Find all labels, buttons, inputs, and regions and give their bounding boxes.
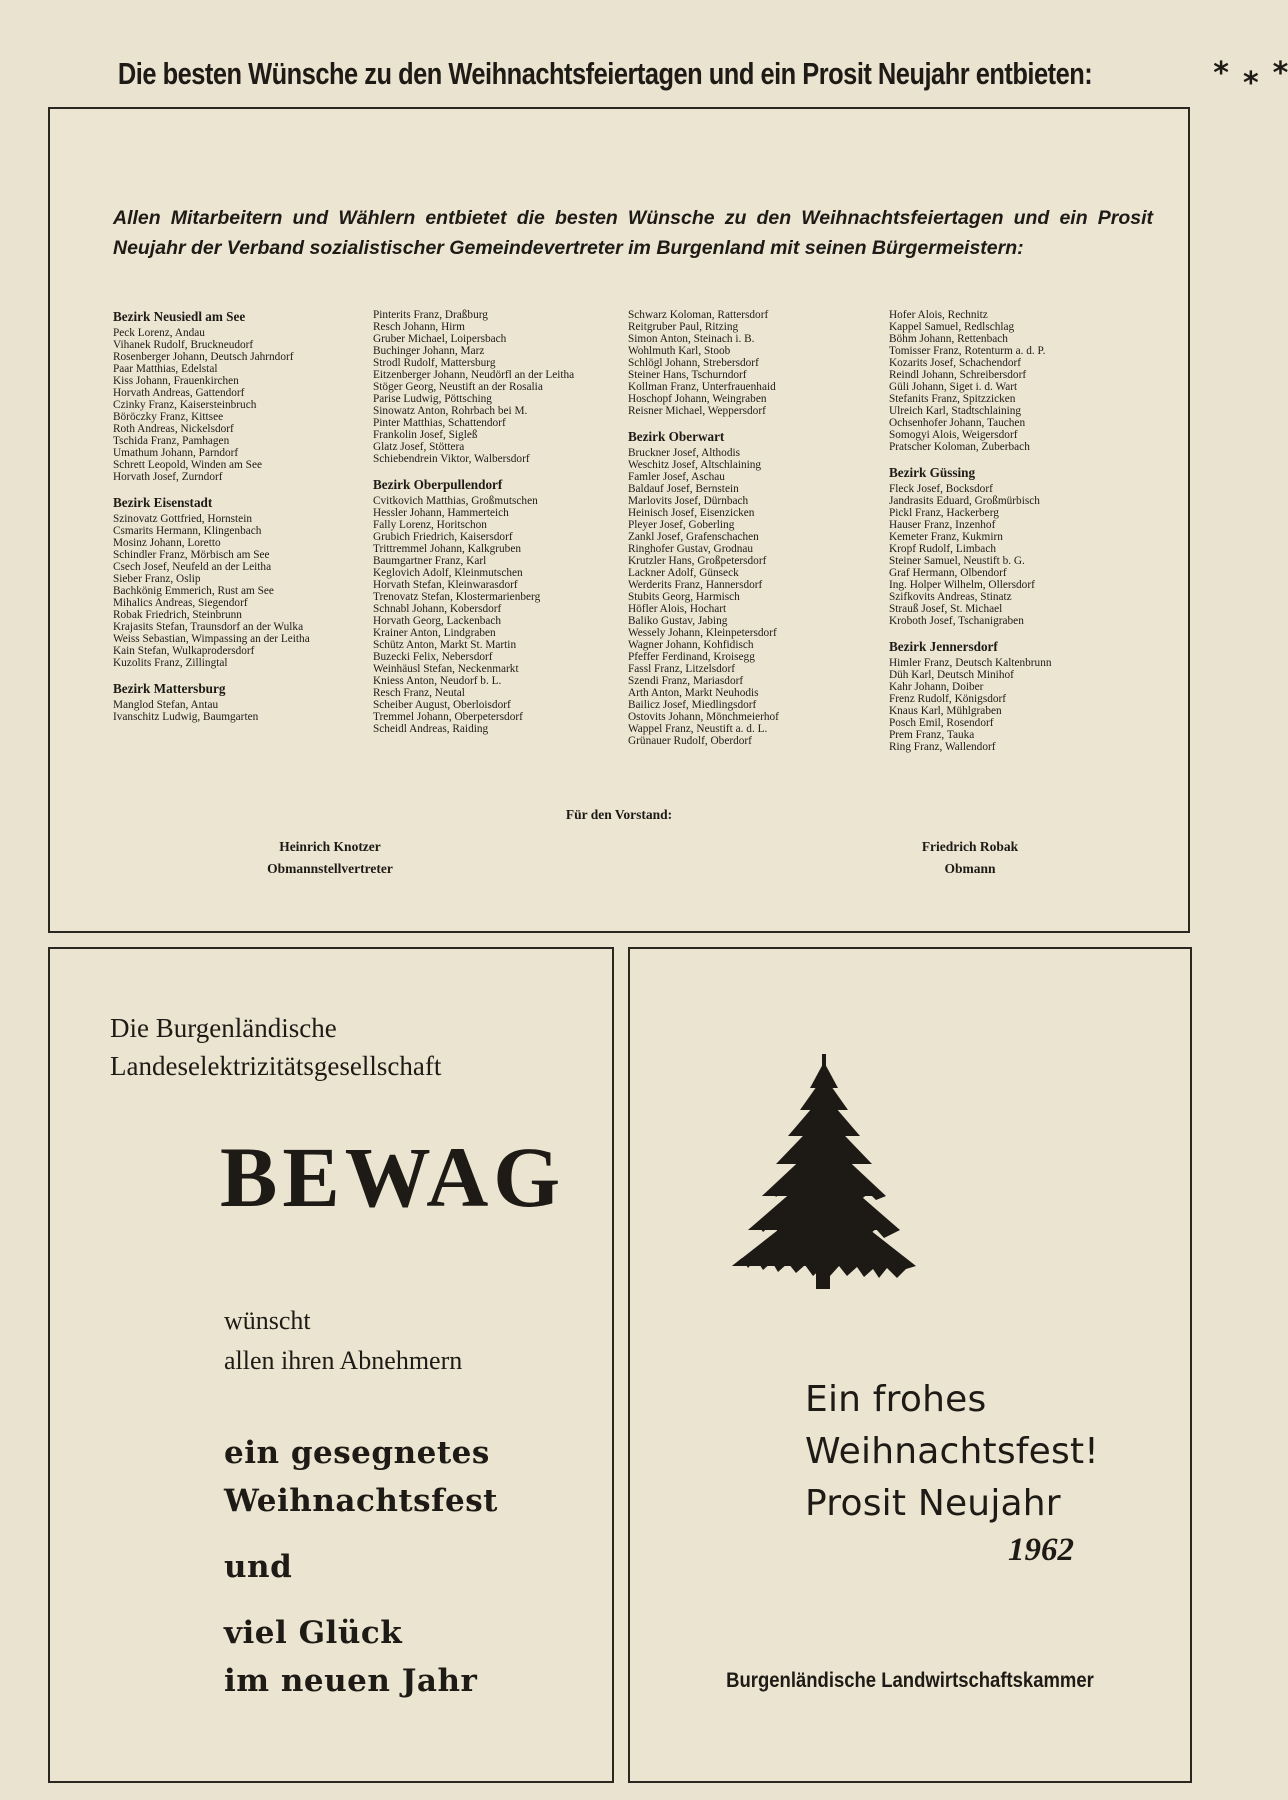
mayor-entry: Csech Josef, Neufeld an der Leitha [113, 561, 272, 573]
mayor-entry: Kain Stefan, Wulkaprodersdorf [113, 645, 255, 657]
mayor-entry: Kemeter Franz, Kukmirn [889, 531, 1003, 543]
mayor-entry: Steiner Hans, Tschurndorf [628, 369, 747, 381]
mayor-entry: Roth Andreas, Nickelsdorf [113, 423, 234, 435]
mayor-entry: Reindl Johann, Schreibersdorf [889, 369, 1027, 381]
mayor-entry: Mihalics Andreas, Siegendorf [113, 597, 248, 609]
greeting-line: im neuen Jahr [224, 1663, 478, 1699]
headline [40, 44, 1288, 104]
mayor-entry: Jandrasits Eduard, Großmürbisch [889, 495, 1040, 507]
year-label: 1962 [1008, 1532, 1074, 1568]
mayor-entry: Kiss Johann, Frauenkirchen [113, 375, 239, 387]
mayor-entry: Szinovatz Gottfried, Hornstein [113, 513, 252, 525]
mayor-entry: Umathum Johann, Parndorf [113, 447, 239, 459]
signatory-name: Friedrich Robak [921, 839, 1019, 854]
mayor-entry: Wohlmuth Karl, Stoob [628, 345, 731, 357]
mayor-entry: Strauß Josef, St. Michael [889, 603, 1003, 615]
mayor-entry: Buchinger Johann, Marz [373, 345, 485, 357]
mayor-entry: Ivanschitz Ludwig, Baumgarten [113, 711, 259, 723]
mayor-entry: Knaus Karl, Mühlgraben [889, 705, 1002, 717]
mayor-entry: Ulreich Karl, Stadtschlaining [889, 405, 1022, 417]
signatory-right [870, 836, 1070, 880]
mayor-entry: Himler Franz, Deutsch Kaltenbrunn [889, 657, 1052, 669]
mayor-entry: Cvitkovich Matthias, Großmutschen [373, 495, 538, 507]
mayor-entry: Stöger Georg, Neustift an der Rosalia [373, 381, 543, 393]
district-heading: Bezirk Oberwart [628, 429, 725, 444]
star-ornament: * [1272, 56, 1288, 91]
mayor-entry: Horvath Josef, Zurndorf [113, 471, 223, 483]
mayor-entry: Grünauer Rudolf, Oberdorf [628, 735, 752, 747]
greeting-text [805, 1374, 1099, 1530]
mayor-entry: Schlögl Johann, Strebersdorf [628, 357, 759, 369]
mayor-entry: Pleyer Josef, Goberling [628, 519, 735, 531]
mayor-entry: Czinky Franz, Kaisersteinbruch [113, 399, 257, 411]
mayor-entry: Weinhäusl Stefan, Neckenmarkt [373, 663, 519, 675]
mayor-entry: Rosenberger Johann, Deutsch Jahrndorf [113, 351, 294, 363]
mayor-entry: Mosinz Johann, Loretto [113, 537, 221, 549]
mayor-entry: Kozarits Josef, Schachendorf [889, 357, 1022, 369]
mayor-entry: Horvath Georg, Lackenbach [373, 615, 502, 627]
mayor-entry: Prem Franz, Tauka [889, 729, 975, 741]
mayor-column [113, 309, 363, 723]
star-ornament: * [1242, 66, 1259, 101]
mayor-entry: Schütz Anton, Markt St. Martin [373, 639, 517, 651]
mayor-entry: Kahr Johann, Doiber [889, 681, 984, 693]
greeting-line: Ein frohes [805, 1379, 987, 1420]
mayor-entry: Resch Franz, Neutal [373, 687, 465, 699]
organization-name: Burgenländische Landwirtschaftskammer [726, 1669, 1094, 1692]
mayor-entry: Szifkovits Andreas, Stinatz [889, 591, 1012, 603]
mayor-entry: Glatz Josef, Stöttera [373, 441, 465, 453]
mayor-entry: Kappel Samuel, Redlschlag [889, 321, 1015, 333]
mayor-entry: Ostovits Johann, Mönchmeierhof [628, 711, 779, 723]
mayor-entry: Werderits Franz, Hannersdorf [628, 579, 763, 591]
mayor-entry: Hessler Johann, Hammerteich [373, 507, 509, 519]
mayor-entry: Fally Lorenz, Horitschon [373, 519, 487, 531]
greeting-line: ein gesegnetes [224, 1435, 490, 1471]
mayor-entry: Paar Matthias, Edelstal [113, 363, 218, 375]
mayor-entry: Höfler Alois, Hochart [628, 603, 727, 615]
mayor-entry: Krainer Anton, Lindgraben [373, 627, 496, 639]
mayor-entry: Böröczky Franz, Kittsee [113, 411, 224, 423]
mayor-entry: Stefanits Franz, Spitzzicken [889, 393, 1016, 405]
mayor-entry: Frenz Rudolf, Königsdorf [889, 693, 1007, 705]
mayor-entry: Posch Emil, Rosendorf [889, 717, 994, 729]
signatory-title: Obmann [944, 861, 996, 876]
mayor-entry: Bachkönig Emmerich, Rust am See [113, 585, 274, 597]
mayor-entry: Strodl Rudolf, Mattersburg [373, 357, 496, 369]
mayor-entry: Ring Franz, Wallendorf [889, 741, 996, 753]
wish-line: wünscht [224, 1306, 311, 1335]
mayor-entry: Baumgartner Franz, Karl [373, 555, 487, 567]
mayor-entry: Simon Anton, Steinach i. B. [628, 333, 755, 345]
bewag-advertisement [48, 947, 614, 1783]
mayor-entry: Hofer Alois, Rechnitz [889, 309, 988, 321]
mayor-entry: Hauser Franz, Inzenhof [889, 519, 996, 531]
mayor-entry: Trittremmel Johann, Kalkgruben [373, 543, 521, 555]
greeting-line: viel Glück [224, 1615, 403, 1651]
mayor-entry: Trenovatz Stefan, Klostermarienberg [373, 591, 541, 603]
wish-line: allen ihren Abnehmern [224, 1346, 463, 1375]
mayor-entry: Ochsenhofer Johann, Tauchen [889, 417, 1026, 429]
district-heading: Bezirk Güssing [889, 465, 976, 480]
mayor-entry: Wessely Johann, Kleinpetersdorf [628, 627, 777, 639]
mayor-entry: Pratscher Koloman, Zuberbach [889, 441, 1030, 453]
mayor-entry: Schindler Franz, Mörbisch am See [113, 549, 270, 561]
mayor-entry: Weschitz Josef, Altschlaining [628, 459, 762, 471]
mayor-entry: Krajasits Stefan, Traunsdorf an der Wulka [113, 621, 304, 633]
mayor-entry: Vihanek Rudolf, Bruckneudorf [113, 339, 254, 351]
mayor-entry: Krutzler Hans, Großpetersdorf [628, 555, 767, 567]
mayor-entry: Güli Johann, Siget i. d. Wart [889, 381, 1018, 393]
greeting-intro: Allen Mitarbeitern und Wählern entbietet die besten Wünsche zu den Weihnachtsfeiertagen und ein Prosit Neujahr der Verband sozialistischer Gemeindevertreter im Burgenland mit seinen Bürgermeistern: [113, 207, 1153, 259]
mayor-entry: Somogyi Alois, Weigersdorf [889, 429, 1018, 441]
mayor-entry: Buzecki Felix, Nebersdorf [373, 651, 493, 663]
mayor-entry: Csmarits Hermann, Klingenbach [113, 525, 262, 537]
mayor-entry: Fassl Franz, Litzelsdorf [628, 663, 735, 675]
mayor-entry: Zankl Josef, Grafenschachen [628, 531, 759, 543]
mayor-entry: Tremmel Johann, Oberpetersdorf [373, 711, 523, 723]
mayor-entry: Hoschopf Johann, Weingraben [628, 393, 767, 405]
mayor-entry: Kuzolits Franz, Zillingtal [113, 657, 228, 669]
mayor-entry: Ing. Holper Wilhelm, Ollersdorf [889, 579, 1035, 591]
mayor-entry: Horvath Andreas, Gattendorf [113, 387, 245, 399]
mayor-entry: Kollman Franz, Unterfrauenhaid [628, 381, 776, 393]
greeting-line: Prosit Neujahr [805, 1483, 1061, 1524]
mayor-entry: Pinter Matthias, Schattendorf [373, 417, 506, 429]
signatory-left [200, 836, 460, 880]
district-heading: Bezirk Eisenstadt [113, 495, 213, 510]
mayor-entry: Manglod Stefan, Antau [113, 699, 219, 711]
mayor-entry: Pickl Franz, Hackerberg [889, 507, 999, 519]
mayor-entry: Bruckner Josef, Althodis [628, 447, 741, 459]
mayor-entry: Fleck Josef, Bocksdorf [889, 483, 993, 495]
greeting-box [48, 107, 1190, 933]
mayor-entry: Grubich Friedrich, Kaisersdorf [373, 531, 513, 543]
mayor-column [373, 309, 623, 735]
mayor-entry: Steiner Samuel, Neustift b. G. [889, 555, 1025, 567]
mayor-entry: Schwarz Koloman, Rattersdorf [628, 309, 769, 321]
mayor-entry: Robak Friedrich, Steinbrunn [113, 609, 242, 621]
mayor-entry: Pfeffer Ferdinand, Kroisegg [628, 651, 755, 663]
mayor-columns [113, 309, 1173, 769]
mayor-entry: Bailicz Josef, Miedlingsdorf [628, 699, 757, 711]
district-heading: Bezirk Neusiedl am See [113, 309, 246, 324]
mayor-entry: Scheiber August, Oberloisdorf [373, 699, 511, 711]
mayor-entry: Peck Lorenz, Andau [113, 327, 205, 339]
mayor-entry: Kniess Anton, Neudorf b. L. [373, 675, 502, 687]
district-heading: Bezirk Mattersburg [113, 681, 226, 696]
mayor-entry: Horvath Stefan, Kleinwarasdorf [373, 579, 518, 591]
mayor-entry: Lackner Adolf, Günseck [628, 567, 739, 579]
mayor-entry: Tomisser Franz, Rotenturm a. d. P. [889, 345, 1046, 357]
mayor-entry: Frankolin Josef, Sigleß [373, 429, 478, 441]
mayor-entry: Marlovits Josef, Dürnbach [628, 495, 749, 507]
mayor-entry: Szendi Franz, Mariasdorf [628, 675, 744, 687]
mayor-entry: Arth Anton, Markt Neuhodis [628, 687, 759, 699]
mayor-entry: Stubits Georg, Harmisch [628, 591, 740, 603]
mayor-entry: Tschida Franz, Pamhagen [113, 435, 230, 447]
mayor-entry: Graf Hermann, Olbendorf [889, 567, 1007, 579]
mayor-entry: Famler Josef, Aschau [628, 471, 725, 483]
mayor-entry: Sinowatz Anton, Rohrbach bei M. [373, 405, 528, 417]
mayor-entry: Düh Karl, Deutsch Minihof [889, 669, 1014, 681]
mayor-entry: Gruber Michael, Loipersbach [373, 333, 507, 345]
mayor-entry: Wappel Franz, Neustift a. d. L. [628, 723, 768, 735]
mayor-entry: Ringhofer Gustav, Grodnau [628, 543, 754, 555]
mayor-entry: Reisner Michael, Weppersdorf [628, 405, 766, 417]
mayor-entry: Schiebendrein Viktor, Walbersdorf [373, 453, 530, 465]
mayor-entry: Baliko Gustav, Jabing [628, 615, 728, 627]
company-name [110, 1009, 441, 1085]
mayor-entry: Parise Ludwig, Pöttsching [373, 393, 492, 405]
mayor-entry: Sieber Franz, Oslip [113, 573, 201, 585]
christmas-tree-icon [726, 1054, 926, 1299]
mayor-entry: Böhm Johann, Rettenbach [889, 333, 1008, 345]
star-ornament: * [1213, 56, 1229, 91]
mayor-column [889, 309, 1139, 753]
greeting-line: und [224, 1549, 293, 1585]
mayor-entry: Schrett Leopold, Winden am See [113, 459, 262, 471]
mayor-entry: Wagner Johann, Kohfidisch [628, 639, 754, 651]
mayor-entry: Reitgruber Paul, Ritzing [628, 321, 739, 333]
district-heading: Bezirk Oberpullendorf [373, 477, 503, 492]
mayor-entry: Keglovich Adolf, Kleinmutschen [373, 567, 523, 579]
headline-text: Die besten Wünsche zu den Weihnachtsfeiertagen und ein Prosit Neujahr entbieten: [117, 56, 1093, 91]
mayor-entry: Kroboth Josef, Tschanigraben [889, 615, 1024, 627]
mayor-column [628, 309, 878, 747]
mayor-entry: Baldauf Josef, Bernstein [628, 483, 739, 495]
mayor-entry: Eitzenberger Johann, Neudörfl an der Leitha [373, 369, 575, 381]
signatory-title: Obmannstellvertreter [267, 861, 393, 876]
mayor-entry: Scheidl Andreas, Raiding [373, 723, 489, 735]
mayor-entry: Kropf Rudolf, Limbach [889, 543, 996, 555]
mayor-entry: Weiss Sebastian, Wimpassing an der Leitha [113, 633, 310, 645]
landwirtschaftskammer-advertisement [628, 947, 1192, 1783]
company-line: Landeselektrizitätsgesellschaft [110, 1051, 442, 1081]
mayor-entry: Resch Johann, Hirm [373, 321, 465, 333]
wish-text [224, 1301, 462, 1381]
mayor-entry: Schnabl Johann, Kobersdorf [373, 603, 502, 615]
company-line: Die Burgenländische [110, 1013, 337, 1043]
district-heading: Bezirk Jennersdorf [889, 639, 998, 654]
mayor-entry: Pinterits Franz, Draßburg [373, 309, 488, 321]
blackletter-greeting [224, 1429, 498, 1705]
brand-name: BEWAG [220, 1129, 566, 1225]
vorstand-label: Für den Vorstand: [565, 807, 673, 822]
greeting-line: Weihnachtsfest! [805, 1431, 1099, 1472]
signatory-name: Heinrich Knotzer [279, 839, 381, 854]
mayor-entry: Heinisch Josef, Eisenzicken [628, 507, 755, 519]
greeting-line: Weihnachtsfest [224, 1483, 498, 1519]
